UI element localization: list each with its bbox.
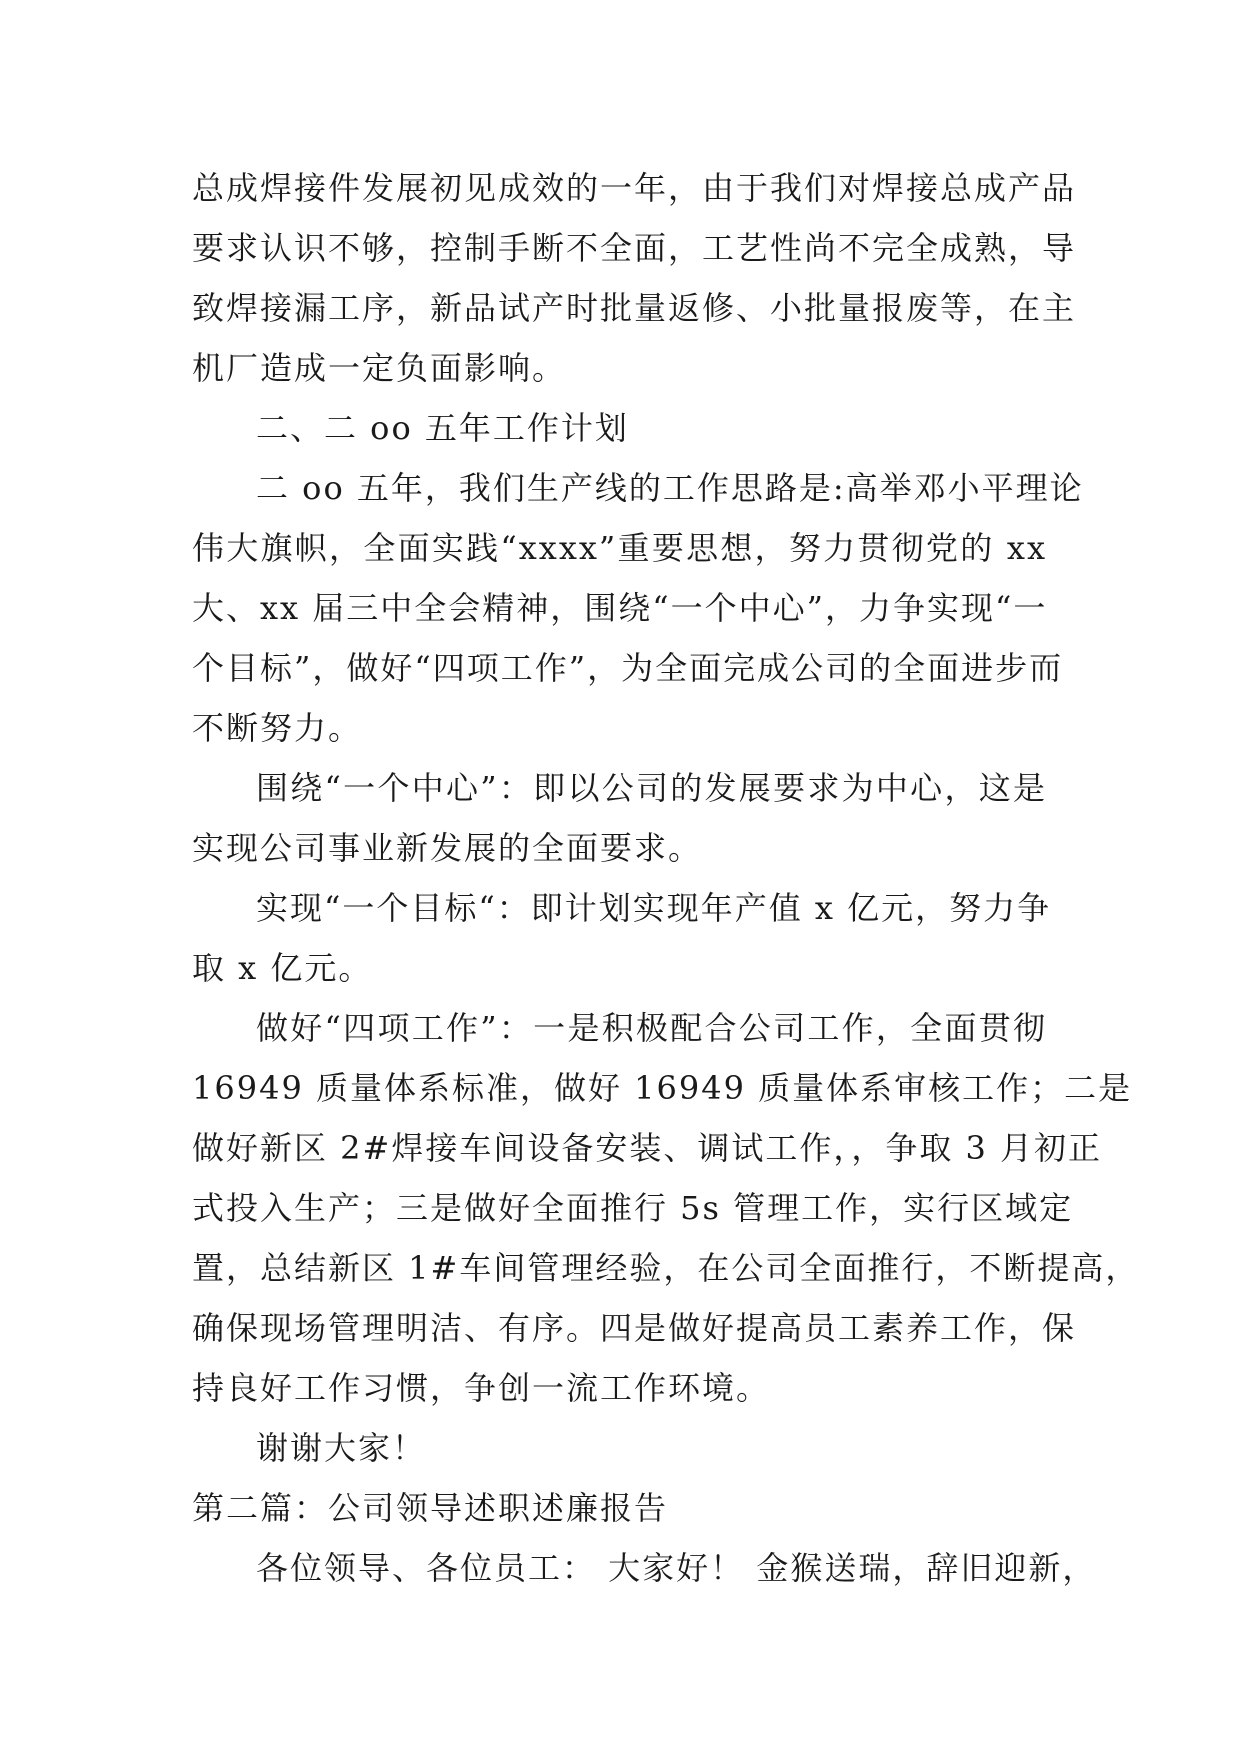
paragraph-line: 致焊接漏工序，新品试产时批量返修、小批量报废等，在主 bbox=[192, 289, 1077, 327]
paragraph-line: 做好新区 2#焊接车间设备安装、调试工作，，争取 3 月初正 bbox=[192, 1129, 1103, 1167]
paragraph-line: 置，总结新区 1#车间管理经验，在公司全面推行，不断提高， bbox=[192, 1249, 1140, 1287]
paragraph-line: 伟大旗帜，全面实践“xxxx”重要思想，努力贯彻党的 xx bbox=[192, 529, 1047, 567]
paragraph-line: 总成焊接件发展初见成效的一年，由于我们对焊接总成产品 bbox=[192, 169, 1077, 207]
paragraph-line: 个目标”，做好“四项工作”，为全面完成公司的全面进步而 bbox=[192, 649, 1064, 687]
paragraph-line: 大、xx 届三中全会精神，围绕“一个中心”，力争实现“一 bbox=[192, 589, 1048, 627]
paragraph-line: 实现公司事业新发展的全面要求。 bbox=[192, 829, 703, 867]
paragraph-line: 做好“四项工作”：一是积极配合公司工作，全面贯彻 bbox=[256, 1009, 1047, 1047]
paragraph-line: 式投入生产；三是做好全面推行 5s 管理工作，实行区域定 bbox=[192, 1189, 1074, 1227]
paragraph-line: 确保现场管理明洁、有序。四是做好提高员工素养工作，保 bbox=[192, 1309, 1077, 1347]
chapter-heading: 第二篇：公司领导述职述廉报告 bbox=[192, 1489, 669, 1527]
paragraph-line: 各位领导、各位员工： 大家好！ 金猴送瑞，辞旧迎新， bbox=[256, 1549, 1097, 1587]
paragraph-line: 机厂造成一定负面影响。 bbox=[192, 349, 567, 387]
paragraph-line: 16949 质量体系标准，做好 16949 质量体系审核工作；二是 bbox=[192, 1069, 1133, 1107]
paragraph-line: 实现“一个目标“：即计划实现年产值 x 亿元，努力争 bbox=[256, 889, 1052, 927]
body-text bbox=[192, 158, 1140, 1598]
paragraph-line: 二 oo 五年，我们生产线的工作思路是:高举邓小平理论 bbox=[256, 469, 1084, 507]
paragraph-line: 持良好工作习惯，争创一流工作环境。 bbox=[192, 1369, 771, 1407]
paragraph-line: 围绕“一个中心”：即以公司的发展要求为中心，这是 bbox=[256, 769, 1047, 807]
paragraph-line: 取 x 亿元。 bbox=[192, 949, 373, 987]
paragraph-line: 不断努力。 bbox=[192, 709, 363, 747]
closing-line: 谢谢大家！ bbox=[256, 1429, 427, 1467]
section-heading: 二、二 oo 五年工作计划 bbox=[256, 409, 629, 447]
paragraph-line: 要求认识不够，控制手断不全面，工艺性尚不完全成熟，导 bbox=[192, 229, 1077, 267]
